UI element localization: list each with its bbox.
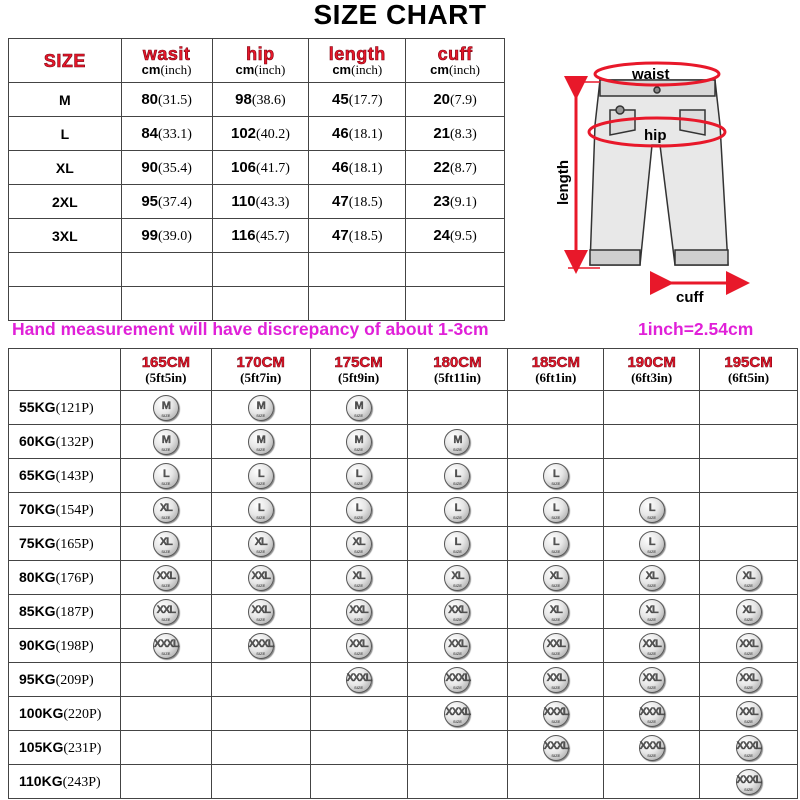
weight-row <box>9 391 798 425</box>
cell-cuff: 24(9.5) <box>406 219 505 253</box>
size-cell <box>310 561 407 595</box>
weight-cell: 80KG(176P) <box>9 561 121 595</box>
size-badge-icon: M SIZE <box>346 395 372 421</box>
size-cell <box>508 493 604 527</box>
size-cell <box>700 391 798 425</box>
size-badge-icon: XXXL SIZE <box>736 769 762 795</box>
height-header: 185CM (6ft1in) <box>508 349 604 391</box>
header-size <box>9 39 122 83</box>
size-cell <box>120 425 211 459</box>
size-cell <box>310 595 407 629</box>
size-cell <box>604 493 700 527</box>
size-cell <box>407 731 508 765</box>
cell-size: XL <box>9 151 122 185</box>
cell-cuff: 23(9.1) <box>406 185 505 219</box>
size-cell <box>700 697 798 731</box>
size-badge-icon: L SIZE <box>248 497 274 523</box>
weight-cell: 90KG(198P) <box>9 629 121 663</box>
size-badge-icon: XL SIZE <box>639 599 665 625</box>
height-header-row <box>9 349 798 391</box>
size-cell <box>211 391 310 425</box>
size-cell <box>407 595 508 629</box>
cell-length: 46(18.1) <box>309 151 406 185</box>
size-badge-icon: M SIZE <box>153 429 179 455</box>
size-row <box>9 185 505 219</box>
weight-cell: 70KG(154P) <box>9 493 121 527</box>
size-cell <box>310 629 407 663</box>
size-badge-icon: XL SIZE <box>248 531 274 557</box>
size-badge-icon: XL SIZE <box>346 531 372 557</box>
size-cell <box>310 663 407 697</box>
size-badge-icon: M SIZE <box>153 395 179 421</box>
size-cell <box>604 595 700 629</box>
size-badge-icon: XXXL SIZE <box>543 701 569 727</box>
size-cell <box>407 527 508 561</box>
cell-cuff: 20(7.9) <box>406 83 505 117</box>
cell-length: 45(17.7) <box>309 83 406 117</box>
size-cell <box>310 697 407 731</box>
weight-cell: 105KG(231P) <box>9 731 121 765</box>
weight-cell: 100KG(220P) <box>9 697 121 731</box>
cell-size: 2XL <box>9 185 122 219</box>
empty-cell <box>121 287 212 321</box>
page-title: SIZE CHART <box>313 0 487 30</box>
empty-cell <box>9 287 122 321</box>
unit-label: cm(inch) <box>235 62 286 77</box>
header-hip <box>212 39 309 83</box>
size-cell <box>604 561 700 595</box>
size-cell <box>120 527 211 561</box>
size-badge-icon: XXXL SIZE <box>639 701 665 727</box>
size-badge-icon: M SIZE <box>248 395 274 421</box>
empty-cell <box>9 253 122 287</box>
size-badge-icon: XXL SIZE <box>444 633 470 659</box>
size-cell <box>604 663 700 697</box>
size-cell <box>508 731 604 765</box>
size-cell <box>407 765 508 799</box>
height-header: 180CM (5ft11in) <box>407 349 508 391</box>
size-badge-icon: L SIZE <box>543 497 569 523</box>
size-cell <box>120 595 211 629</box>
empty-cell <box>309 287 406 321</box>
header-length-label: length <box>328 44 386 64</box>
size-badge-icon: XL SIZE <box>153 531 179 557</box>
weight-cell: 65KG(143P) <box>9 459 121 493</box>
size-badge-icon: XXL SIZE <box>248 565 274 591</box>
size-cell <box>120 391 211 425</box>
size-cell <box>508 697 604 731</box>
size-cell <box>604 459 700 493</box>
weight-cell: 75KG(165P) <box>9 527 121 561</box>
size-cell <box>604 697 700 731</box>
size-badge-icon: XXL SIZE <box>153 565 179 591</box>
size-badge-icon: XXL SIZE <box>736 667 762 693</box>
size-badge-icon: L SIZE <box>346 497 372 523</box>
size-cell <box>508 595 604 629</box>
size-cell <box>120 663 211 697</box>
weight-row <box>9 731 798 765</box>
size-cell <box>211 663 310 697</box>
size-badge-icon: L SIZE <box>543 531 569 557</box>
size-cell <box>120 765 211 799</box>
size-badge-icon: L SIZE <box>639 497 665 523</box>
size-cell <box>407 493 508 527</box>
header-length <box>309 39 406 83</box>
size-cell <box>604 765 700 799</box>
cell-cuff: 21(8.3) <box>406 117 505 151</box>
size-badge-icon: XXL SIZE <box>346 599 372 625</box>
weight-row <box>9 765 798 799</box>
size-cell <box>508 391 604 425</box>
corner-cell <box>9 349 121 391</box>
height-header: 190CM (6ft3in) <box>604 349 700 391</box>
size-table <box>8 38 505 321</box>
size-cell <box>508 561 604 595</box>
height-header: 175CM (5ft9in) <box>310 349 407 391</box>
size-row <box>9 151 505 185</box>
size-cell <box>508 425 604 459</box>
size-cell <box>310 391 407 425</box>
cell-cuff: 22(8.7) <box>406 151 505 185</box>
size-badge-icon: XXL SIZE <box>543 667 569 693</box>
size-cell <box>211 561 310 595</box>
size-badge-icon: L SIZE <box>543 463 569 489</box>
size-recommendation-table <box>8 348 798 799</box>
inch-conversion: 1inch=2.54cm <box>638 319 754 339</box>
size-row <box>9 117 505 151</box>
size-badge-icon: L SIZE <box>444 531 470 557</box>
size-badge-icon: XL SIZE <box>153 497 179 523</box>
size-badge-icon: L SIZE <box>444 463 470 489</box>
size-cell <box>211 765 310 799</box>
diagram-waist-label: waist <box>632 66 670 83</box>
size-cell <box>700 595 798 629</box>
size-cell <box>120 561 211 595</box>
unit-label: cm(inch) <box>430 62 480 77</box>
empty-row <box>9 253 505 287</box>
size-cell <box>700 663 798 697</box>
empty-cell <box>309 253 406 287</box>
weight-cell: 85KG(187P) <box>9 595 121 629</box>
size-cell <box>508 527 604 561</box>
size-badge-icon: L SIZE <box>153 463 179 489</box>
size-badge-icon: M SIZE <box>444 429 470 455</box>
size-cell <box>211 697 310 731</box>
size-badge-icon: XXL SIZE <box>248 599 274 625</box>
size-cell <box>700 527 798 561</box>
size-cell <box>604 391 700 425</box>
header-size-label: SIZE <box>43 50 86 71</box>
size-cell <box>211 527 310 561</box>
size-badge-icon: XXXL SIZE <box>346 667 372 693</box>
size-cell <box>407 663 508 697</box>
size-cell <box>310 459 407 493</box>
size-badge-icon: XXL SIZE <box>736 701 762 727</box>
size-cell <box>700 459 798 493</box>
size-cell <box>700 561 798 595</box>
size-badge-icon: XXL SIZE <box>444 599 470 625</box>
size-badge-icon: XL SIZE <box>444 565 470 591</box>
size-cell <box>211 595 310 629</box>
size-row <box>9 83 505 117</box>
weight-cell: 55KG(121P) <box>9 391 121 425</box>
weight-row <box>9 697 798 731</box>
header-cuff-label: cuff <box>437 44 473 64</box>
size-cell <box>407 459 508 493</box>
size-cell <box>407 629 508 663</box>
height-header: 170CM (5ft7in) <box>211 349 310 391</box>
size-badge-icon: XL SIZE <box>543 565 569 591</box>
cell-waist: 84(33.1) <box>121 117 212 151</box>
cell-hip: 102(40.2) <box>212 117 309 151</box>
weight-cell: 110KG(243P) <box>9 765 121 799</box>
size-cell <box>310 765 407 799</box>
size-badge-icon: XXL SIZE <box>346 633 372 659</box>
size-badge-icon: XXXL SIZE <box>444 667 470 693</box>
empty-cell <box>121 253 212 287</box>
size-badge-icon: XL SIZE <box>736 599 762 625</box>
cell-hip: 110(43.3) <box>212 185 309 219</box>
size-cell <box>604 629 700 663</box>
header-waist-label: wasit <box>142 44 191 64</box>
weight-row <box>9 425 798 459</box>
size-cell <box>508 663 604 697</box>
size-badge-icon: XL SIZE <box>639 565 665 591</box>
weight-row <box>9 493 798 527</box>
size-cell <box>604 527 700 561</box>
size-badge-icon: XXL SIZE <box>639 633 665 659</box>
weight-row <box>9 595 798 629</box>
size-cell <box>211 425 310 459</box>
weight-cell: 95KG(209P) <box>9 663 121 697</box>
size-cell <box>407 561 508 595</box>
empty-cell <box>212 287 309 321</box>
size-badge-icon: XXL SIZE <box>639 667 665 693</box>
cell-hip: 106(41.7) <box>212 151 309 185</box>
size-cell <box>310 493 407 527</box>
size-cell <box>700 493 798 527</box>
diagram-cuff-label: cuff <box>676 289 704 306</box>
empty-cell <box>406 287 505 321</box>
size-badge-icon: XXL SIZE <box>543 633 569 659</box>
size-cell <box>310 731 407 765</box>
size-badge-icon: M SIZE <box>346 429 372 455</box>
size-badge-icon: XXXL SIZE <box>444 701 470 727</box>
cell-length: 47(18.5) <box>309 219 406 253</box>
size-badge-icon: XXXL SIZE <box>153 633 179 659</box>
size-badge-icon: XXXL SIZE <box>736 735 762 761</box>
size-badge-icon: XXXL SIZE <box>248 633 274 659</box>
size-cell <box>120 731 211 765</box>
size-cell <box>604 425 700 459</box>
size-badge-icon: L SIZE <box>639 531 665 557</box>
size-cell <box>120 629 211 663</box>
size-badge-icon: XXL SIZE <box>153 599 179 625</box>
diagram-hip-label: hip <box>644 127 667 144</box>
weight-row <box>9 527 798 561</box>
size-cell <box>120 493 211 527</box>
size-cell <box>508 629 604 663</box>
cell-hip: 98(38.6) <box>212 83 309 117</box>
cell-length: 46(18.1) <box>309 117 406 151</box>
cell-size: 3XL <box>9 219 122 253</box>
pants-diagram <box>540 50 795 310</box>
size-cell <box>407 391 508 425</box>
unit-label: cm(inch) <box>141 62 192 77</box>
weight-row <box>9 629 798 663</box>
weight-row <box>9 663 798 697</box>
size-table-header <box>9 39 505 83</box>
size-cell <box>700 629 798 663</box>
size-cell <box>310 425 407 459</box>
measurement-note: Hand measurement will have discrepancy of about 1-3cm <box>12 319 489 339</box>
size-cell <box>700 731 798 765</box>
cell-waist: 90(35.4) <box>121 151 212 185</box>
size-badge-icon: XXXL SIZE <box>639 735 665 761</box>
cell-waist: 95(37.4) <box>121 185 212 219</box>
size-badge-icon: L SIZE <box>444 497 470 523</box>
weight-row <box>9 459 798 493</box>
size-cell <box>211 629 310 663</box>
size-cell <box>211 493 310 527</box>
diagram-length-label: length <box>555 160 572 205</box>
size-cell <box>407 425 508 459</box>
cell-waist: 80(31.5) <box>121 83 212 117</box>
size-badge-icon: XL SIZE <box>346 565 372 591</box>
size-badge-icon: XXL SIZE <box>736 633 762 659</box>
pants-icon <box>590 80 728 265</box>
size-cell <box>211 459 310 493</box>
size-badge-icon: L SIZE <box>248 463 274 489</box>
weight-row <box>9 561 798 595</box>
cell-waist: 99(39.0) <box>121 219 212 253</box>
size-cell <box>120 459 211 493</box>
size-cell <box>700 765 798 799</box>
empty-row <box>9 287 505 321</box>
size-cell <box>700 425 798 459</box>
empty-cell <box>406 253 505 287</box>
size-cell <box>120 697 211 731</box>
empty-cell <box>212 253 309 287</box>
size-badge-icon: XL SIZE <box>543 599 569 625</box>
size-badge-icon: XXXL SIZE <box>543 735 569 761</box>
cell-length: 47(18.5) <box>309 185 406 219</box>
size-badge-icon: XL SIZE <box>736 565 762 591</box>
header-hip-label: hip <box>246 44 275 64</box>
height-header: 165CM (5ft5in) <box>120 349 211 391</box>
cell-size: M <box>9 83 122 117</box>
size-cell <box>310 527 407 561</box>
size-badge-icon: M SIZE <box>248 429 274 455</box>
height-header: 195CM (6ft5in) <box>700 349 798 391</box>
size-cell <box>508 765 604 799</box>
header-cuff <box>406 39 505 83</box>
size-cell <box>211 731 310 765</box>
size-cell <box>407 697 508 731</box>
size-badge-icon: L SIZE <box>346 463 372 489</box>
unit-label: cm(inch) <box>332 62 383 77</box>
size-cell <box>508 459 604 493</box>
weight-cell: 60KG(132P) <box>9 425 121 459</box>
size-cell <box>604 731 700 765</box>
size-row <box>9 219 505 253</box>
cell-hip: 116(45.7) <box>212 219 309 253</box>
header-waist <box>121 39 212 83</box>
cell-size: L <box>9 117 122 151</box>
